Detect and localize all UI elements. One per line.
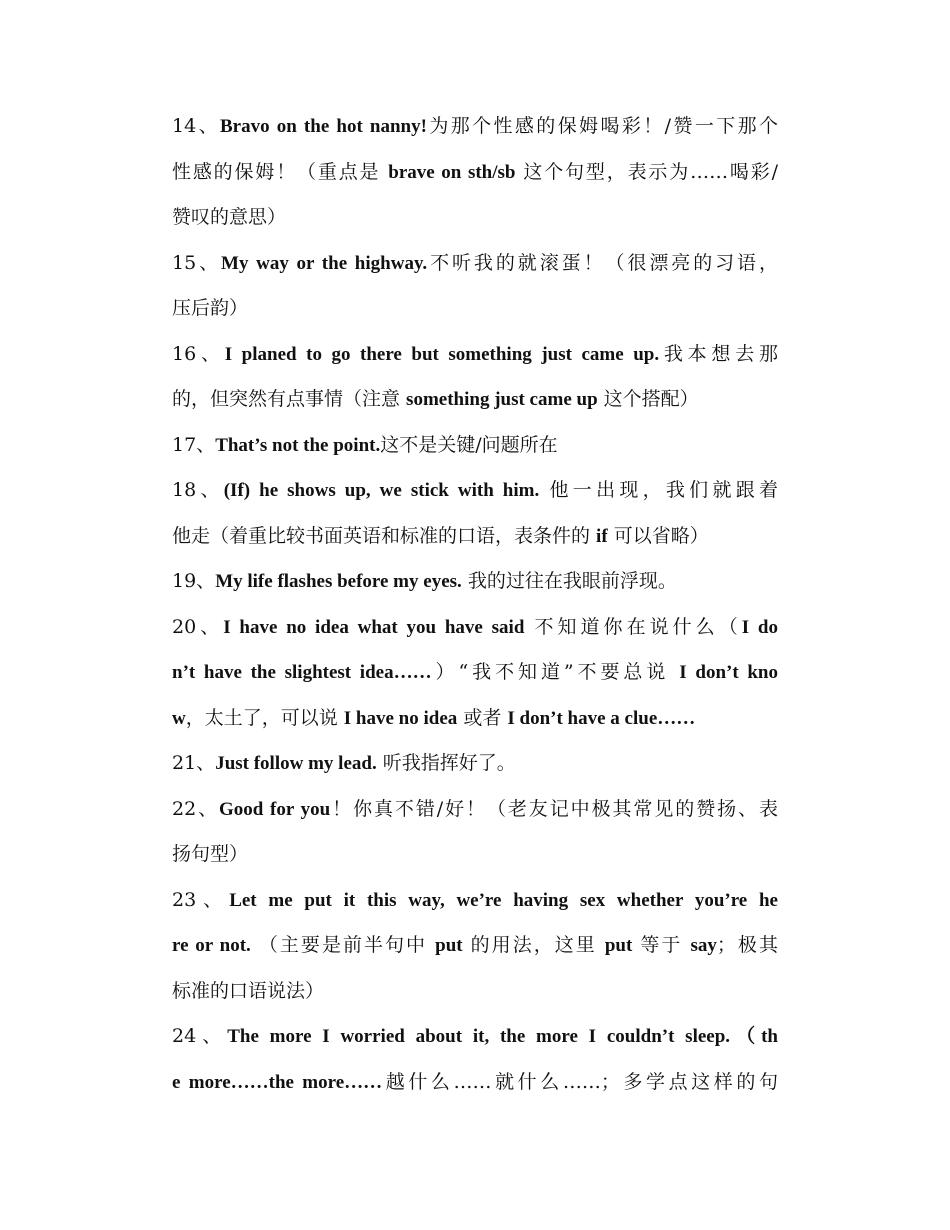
- english-phrase: put: [435, 935, 463, 956]
- english-phrase: （th: [730, 1026, 778, 1047]
- english-phrase: put: [604, 935, 633, 956]
- chinese-text: ，太土了，可以说: [185, 706, 344, 729]
- item-number: 17、: [172, 433, 216, 456]
- text-line: [172, 104, 778, 150]
- document-page: [172, 104, 778, 1105]
- text-line: [172, 559, 778, 605]
- english-phrase: Just follow my lead.: [215, 753, 377, 774]
- text-line: [172, 1014, 778, 1060]
- text-line: [172, 332, 778, 378]
- chinese-text: ）“我不知道”不要总说: [431, 661, 680, 683]
- chinese-text: 等于: [632, 934, 691, 956]
- item-number: 23、: [172, 888, 230, 911]
- item-number: 22、: [172, 797, 220, 820]
- english-phrase: brave on sth/sb: [388, 161, 516, 183]
- english-phrase: That’s not the point.: [215, 434, 381, 456]
- english-phrase: Bravo on the hot nanny!: [219, 116, 427, 137]
- text-line: [172, 150, 778, 196]
- text-line: [172, 696, 778, 742]
- text-line: [172, 241, 778, 287]
- chinese-text: 他一出现，我们就跟着: [539, 479, 778, 501]
- english-phrase: I don’t have a clue……: [507, 707, 696, 729]
- item-number: 15、: [172, 251, 222, 274]
- chinese-text: 为那个性感的保姆喝彩！/赞一下那个: [426, 115, 778, 137]
- text-line: [172, 741, 778, 787]
- text-line: [172, 787, 778, 833]
- english-phrase: (If) he shows up, we stick with him.: [223, 480, 540, 501]
- text-line: [172, 195, 778, 241]
- english-phrase: Let me put it this way, we’re having sex whether you’re he: [229, 889, 778, 911]
- item-number: 18、: [172, 479, 224, 501]
- english-phrase: I do: [741, 616, 778, 638]
- chinese-text: 的，但突然有点事情（注意: [172, 388, 407, 410]
- chinese-text: 他走（着重比较书面英语和标准的口语，表条件的: [172, 524, 597, 547]
- item-number: 19、: [172, 570, 216, 592]
- chinese-text: 这个搭配）: [597, 388, 699, 410]
- item-number: 20、: [172, 615, 224, 638]
- english-phrase: I have no idea what you have said: [223, 616, 525, 638]
- english-phrase: My life flashes before my eyes.: [215, 571, 462, 592]
- text-line: [172, 832, 778, 878]
- item-number: 14、: [172, 115, 220, 137]
- text-line: [172, 650, 778, 696]
- english-phrase: w: [172, 707, 186, 729]
- text-line: [172, 514, 778, 560]
- chinese-text: 或者: [457, 706, 508, 729]
- chinese-text: 这个句型，表示为……喝彩/: [515, 160, 778, 183]
- english-phrase: I have no idea: [343, 707, 458, 729]
- text-line: [172, 1060, 778, 1106]
- chinese-text: ！你真不错/好！（老友记中极其常见的赞扬、表: [330, 797, 778, 820]
- english-phrase: re or not.: [172, 935, 251, 956]
- chinese-text: 扬句型）: [172, 843, 249, 865]
- text-line: [172, 468, 778, 514]
- english-phrase: I planed to go there but something just came up.: [224, 343, 660, 365]
- chinese-text: 的用法，这里: [462, 934, 605, 956]
- chinese-text: ；极其: [716, 934, 778, 956]
- english-phrase: say: [690, 935, 717, 956]
- item-number: 24、: [172, 1025, 228, 1047]
- english-phrase: Good for you: [219, 798, 331, 820]
- english-phrase: something just came up: [406, 389, 598, 410]
- english-phrase: e more……the more……: [172, 1071, 383, 1093]
- chinese-text: 性感的保姆！（重点是: [172, 160, 389, 183]
- item-number: 21、: [172, 752, 216, 774]
- text-line: [172, 969, 778, 1015]
- english-phrase: if: [596, 525, 608, 547]
- chinese-text: 可以省略）: [607, 524, 709, 547]
- chinese-text: 我的过往在我眼前浮现。: [461, 570, 677, 592]
- text-line: [172, 423, 778, 469]
- english-phrase: I don’t kno: [679, 662, 778, 683]
- text-line: [172, 605, 778, 651]
- text-line: [172, 878, 778, 924]
- chinese-text: 我本想去那: [659, 342, 778, 365]
- english-phrase: My way or the highway.: [221, 252, 428, 274]
- chinese-text: 标准的口语说法）: [172, 979, 325, 1002]
- chinese-text: （主要是前半句中: [250, 934, 436, 956]
- text-line: [172, 923, 778, 969]
- text-line: [172, 377, 778, 423]
- english-phrase: n’t have the slightest idea……: [172, 662, 432, 683]
- item-number: 16、: [172, 342, 225, 365]
- chinese-text: 压后韵）: [172, 297, 249, 319]
- chinese-text: 赞叹的意思）: [172, 206, 287, 228]
- chinese-text: 不知道你在说什么（: [524, 615, 742, 638]
- chinese-text: 不听我的就滚蛋！（很漂亮的习语，: [427, 251, 778, 274]
- chinese-text: 听我指挥好了。: [376, 752, 516, 774]
- english-phrase: The more I worried about it, the more I couldn’t sleep.: [227, 1026, 731, 1047]
- chinese-text: 这不是关键/问题所在: [380, 433, 558, 456]
- text-line: [172, 286, 778, 332]
- chinese-text: 越什么……就什么……；多学点这样的句: [382, 1070, 778, 1093]
